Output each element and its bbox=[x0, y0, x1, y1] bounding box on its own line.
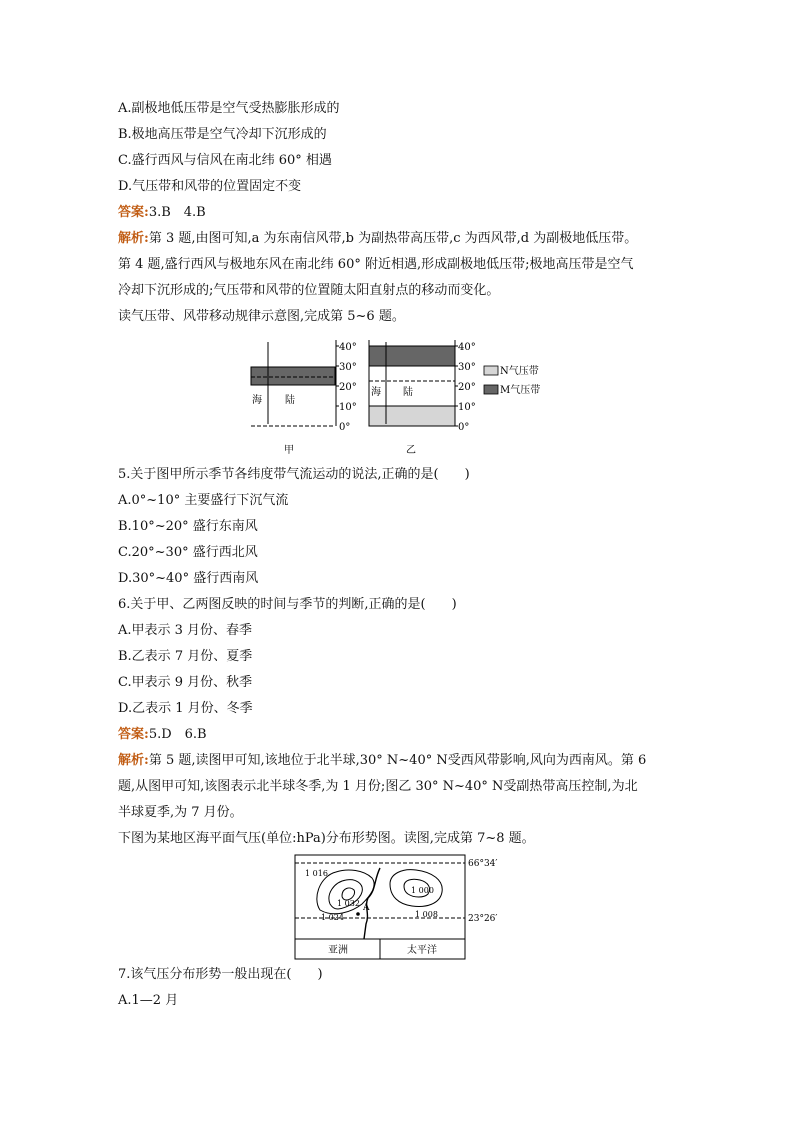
q5-stem: 5.关于图甲所示季节各纬度带气流运动的说法,正确的是( ) bbox=[118, 467, 470, 482]
jia-m-belt bbox=[251, 367, 335, 385]
label-1016: 1 016 bbox=[305, 869, 328, 878]
jia-land-label: 陆 bbox=[285, 395, 295, 406]
q4-option-d: D.气压带和风带的位置固定不变 bbox=[118, 179, 302, 194]
lat-bottom-label: 23°26′ bbox=[468, 914, 498, 924]
analysis-3-4-line3: 冷却下沉形成的;气压带和风带的位置随太阳直射点的移动而变化。 bbox=[118, 283, 500, 298]
q7-stem: 7.该气压分布形势一般出现在( ) bbox=[118, 967, 323, 982]
analysis-5-6-line3: 半球夏季,为 7 月份。 bbox=[118, 805, 243, 820]
jia-caption: 甲 bbox=[284, 445, 294, 456]
q5-option-c: C.20°~30° 盛行西北风 bbox=[118, 545, 258, 560]
lat-top-label: 66°34′ bbox=[468, 859, 498, 869]
q6-stem: 6.关于甲、乙两图反映的时间与季节的判断,正确的是( ) bbox=[118, 597, 457, 612]
yi-tick-30: 30° bbox=[458, 362, 476, 373]
yi-tick-20: 20° bbox=[458, 382, 476, 393]
analysis-5-6-line2: 题,从图甲可知,该图表示北半球冬季,为 1 月份;图乙 30° N~40° N受副热带高压控制,为北 bbox=[118, 779, 638, 794]
panel-jia bbox=[251, 340, 357, 456]
label-1024: 1 024 bbox=[321, 913, 344, 922]
analysis-label: 解析: bbox=[118, 753, 149, 768]
q6-option-c: C.甲表示 9 月份、秋季 bbox=[118, 675, 253, 690]
pressure-belt-figure bbox=[240, 336, 560, 458]
jia-tick-0: 0° bbox=[339, 422, 351, 433]
answer-value: 5.D 6.B bbox=[148, 727, 207, 742]
analysis-5-6-line1 bbox=[118, 752, 646, 770]
yi-caption: 乙 bbox=[406, 445, 416, 456]
yi-tick-0: 0° bbox=[458, 422, 470, 433]
q6-option-a: A.甲表示 3 月份、春季 bbox=[118, 623, 253, 638]
point-a-marker bbox=[356, 912, 360, 916]
yi-tick-40: 40° bbox=[458, 342, 476, 353]
legend-m-swatch bbox=[484, 385, 498, 394]
label-1000: 1 000 bbox=[411, 886, 434, 895]
analysis-3-4-line1 bbox=[118, 230, 637, 248]
yi-sea-label: 海 bbox=[371, 387, 381, 398]
q6-option-d: D.乙表示 1 月份、冬季 bbox=[118, 701, 253, 716]
q4-option-b: B.极地高压带是空气冷却下沉形成的 bbox=[118, 127, 327, 142]
jia-tick-40: 40° bbox=[339, 342, 357, 353]
answer-label: 答案: bbox=[118, 205, 149, 220]
answer-3-4 bbox=[118, 204, 206, 222]
legend-n-label: N气压带 bbox=[500, 366, 539, 377]
analysis-text: 第 3 题,由图可知,a 为东南信风带,b 为副热带高压带,c 为西风带,d 为副极地低压带。 bbox=[148, 231, 638, 246]
label-1008: 1 008 bbox=[415, 910, 438, 919]
region-pacific: 太平洋 bbox=[407, 945, 437, 956]
legend-m-label: M气压带 bbox=[500, 385, 541, 396]
legend-n-swatch bbox=[484, 366, 498, 375]
q5-option-d: D.30°~40° 盛行西南风 bbox=[118, 571, 259, 586]
jia-tick-10: 10° bbox=[339, 402, 357, 413]
intro-5-6: 读气压带、风带移动规律示意图,完成第 5~6 题。 bbox=[118, 309, 405, 324]
yi-tick-10: 10° bbox=[458, 402, 476, 413]
jia-sea-label: 海 bbox=[252, 395, 262, 406]
intro-7-8: 下图为某地区海平面气压(单位:hPa)分布形势图。读图,完成第 7~8 题。 bbox=[118, 831, 535, 846]
q4-option-c: C.盛行西风与信风在南北纬 60° 相遇 bbox=[118, 153, 332, 168]
q5-option-b: B.10°~20° 盛行东南风 bbox=[118, 519, 258, 534]
jia-tick-20: 20° bbox=[339, 382, 357, 393]
label-1032: 1 032 bbox=[337, 899, 360, 908]
yi-m-belt bbox=[369, 346, 455, 366]
sea-level-pressure-map bbox=[290, 852, 505, 962]
answer-label: 答案: bbox=[118, 727, 149, 742]
panel-yi bbox=[369, 340, 476, 456]
yi-land-label: 陆 bbox=[403, 387, 413, 398]
q6-option-b: B.乙表示 7 月份、夏季 bbox=[118, 649, 253, 664]
analysis-text: 第 5 题,读图甲可知,该地位于北半球,30° N~40° N受西风带影响,风向为西南风。第 6 bbox=[148, 753, 647, 768]
region-asia: 亚洲 bbox=[328, 945, 348, 956]
answer-5-6 bbox=[118, 726, 207, 744]
analysis-label: 解析: bbox=[118, 231, 149, 246]
point-a-label: A bbox=[363, 903, 370, 913]
q7-option-a: A.1—2 月 bbox=[118, 993, 179, 1008]
jia-tick-30: 30° bbox=[339, 362, 357, 373]
q4-option-a: A.副极地低压带是空气受热膨胀形成的 bbox=[118, 101, 340, 116]
answer-value: 3.B 4.B bbox=[148, 205, 206, 220]
yi-n-belt bbox=[369, 406, 455, 426]
figure-legend bbox=[484, 364, 540, 396]
q5-option-a: A.0°~10° 主要盛行下沉气流 bbox=[118, 493, 289, 508]
analysis-3-4-line2: 第 4 题,盛行西风与极地东风在南北纬 60° 附近相遇,形成副极地低压带;极地高压带是空气 bbox=[118, 257, 634, 272]
